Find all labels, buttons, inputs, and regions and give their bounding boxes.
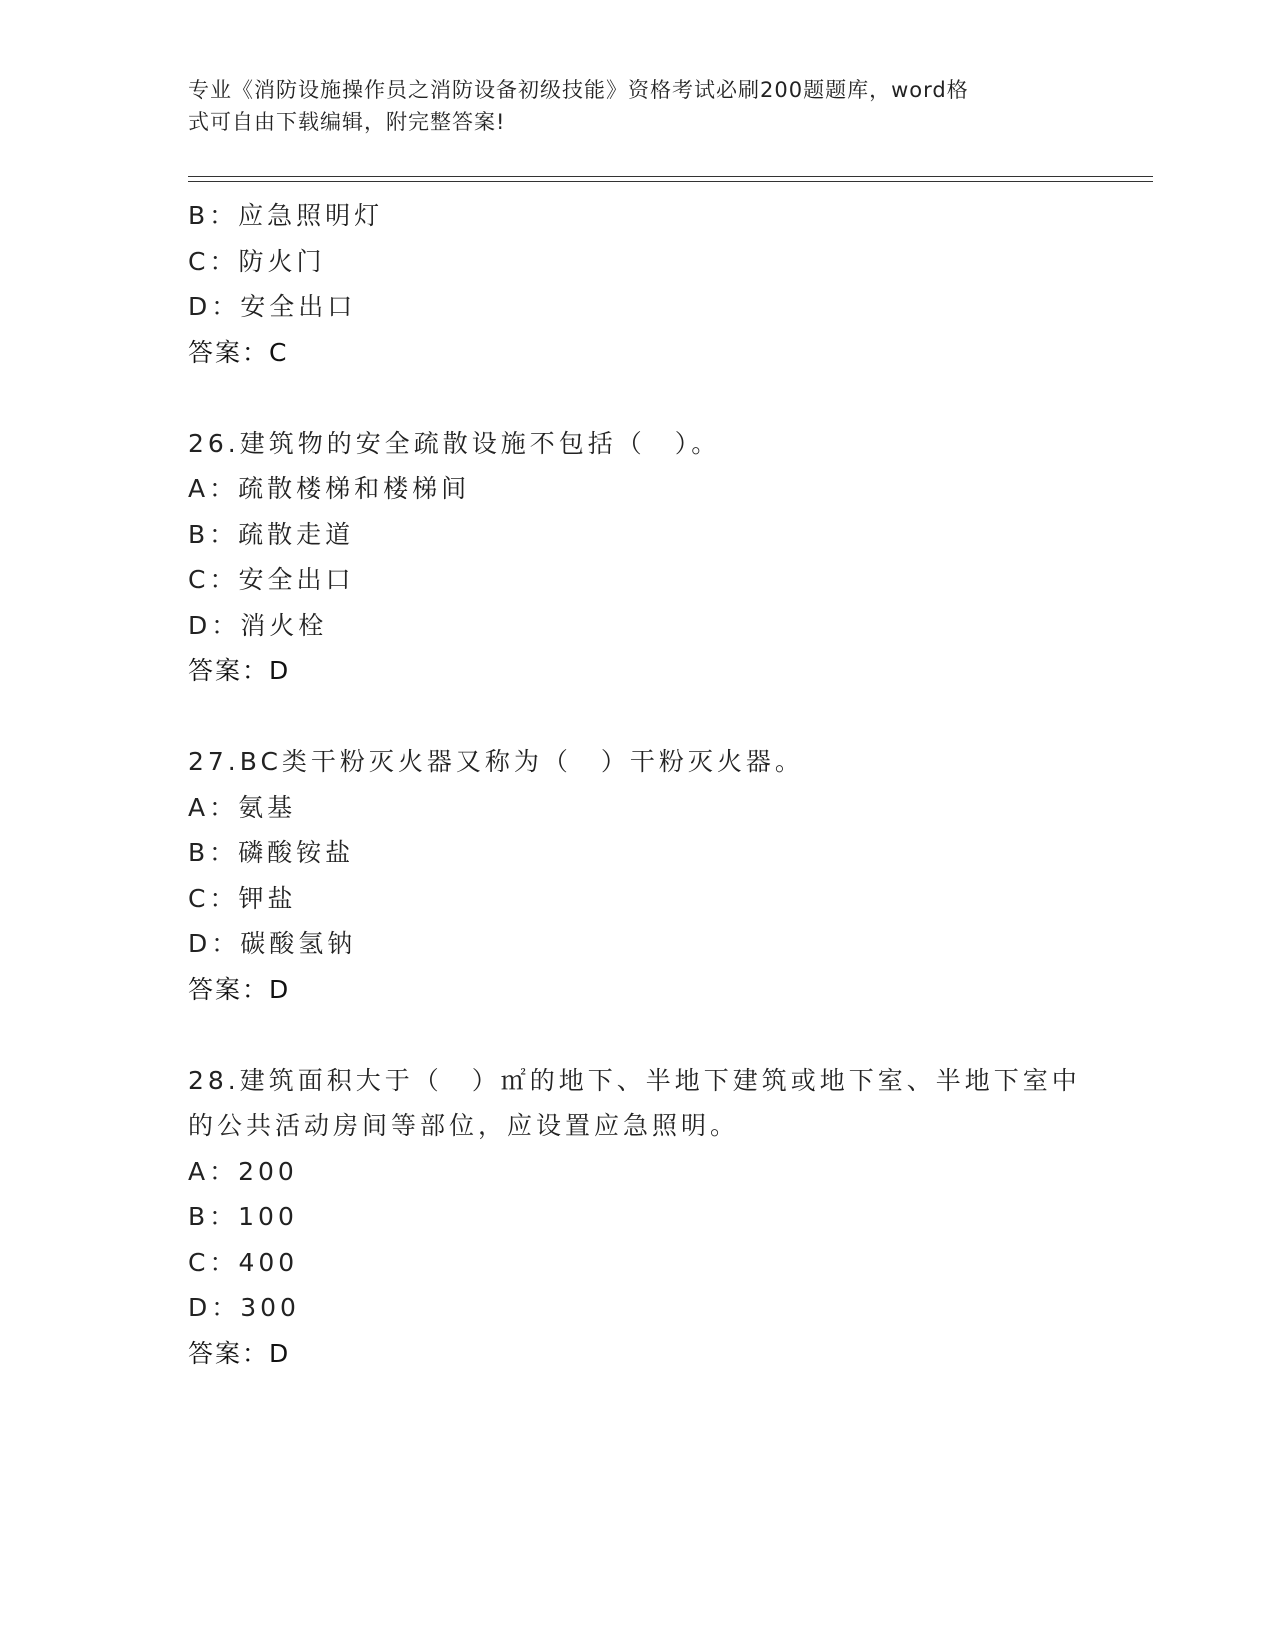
question-stem: 26.建筑物的安全疏散设施不包括（ ）。 [188, 428, 721, 458]
spacer [188, 694, 1088, 740]
option-a: A：200 [188, 1156, 298, 1186]
answer-line: 答案：D [188, 656, 291, 685]
answer-line: 答案：D [188, 974, 291, 1004]
document-header [188, 74, 1088, 138]
option-b: B：疏散走道 [188, 519, 355, 549]
question-stem: 27.BC类干粉灭火器又称为（ ）干粉灭火器。 [188, 747, 804, 776]
option-b: B：100 [188, 1202, 298, 1231]
option-c: C：安全出口 [188, 565, 355, 594]
header-line-2: 式可自由下载编辑，附完整答案! [188, 110, 506, 134]
option-c: C：防火门 [188, 246, 326, 276]
answer-line: 答案：C [188, 337, 289, 367]
option-d: D：300 [188, 1293, 300, 1322]
question-content [188, 193, 1088, 1376]
option-b: B：应急照明灯 [188, 201, 384, 230]
question-stem-line-2: 的公共活动房间等部位，应设置应急照明。 [188, 1111, 740, 1140]
header-divider-top [188, 176, 1153, 177]
header-line-1: 专业《消防设施操作员之消防设备初级技能》资格考试必刷200题题库，word格 [188, 78, 969, 102]
question-stem-line-1: 28.建筑面积大于（ ）㎡的地下、半地下建筑或地下室、半地下室中 [188, 1065, 1081, 1095]
option-a: A：疏散楼梯和楼梯间 [188, 474, 471, 503]
option-c: C：钾盐 [188, 883, 297, 913]
option-c: C：400 [188, 1247, 299, 1277]
option-d: D：碳酸氢钠 [188, 929, 357, 958]
answer-line: 答案：D [188, 1338, 291, 1368]
spacer [188, 1012, 1088, 1058]
header-divider-bottom [188, 181, 1153, 182]
option-b: B：磷酸铵盐 [188, 838, 355, 867]
question-28 [188, 1058, 1088, 1377]
question-26 [188, 421, 1088, 694]
spacer [188, 375, 1088, 421]
option-d: D：安全出口 [188, 292, 357, 321]
option-d: D：消火栓 [188, 610, 328, 640]
question-27 [188, 739, 1088, 1012]
continued-question [188, 193, 1088, 375]
option-a: A：氨基 [188, 792, 297, 822]
